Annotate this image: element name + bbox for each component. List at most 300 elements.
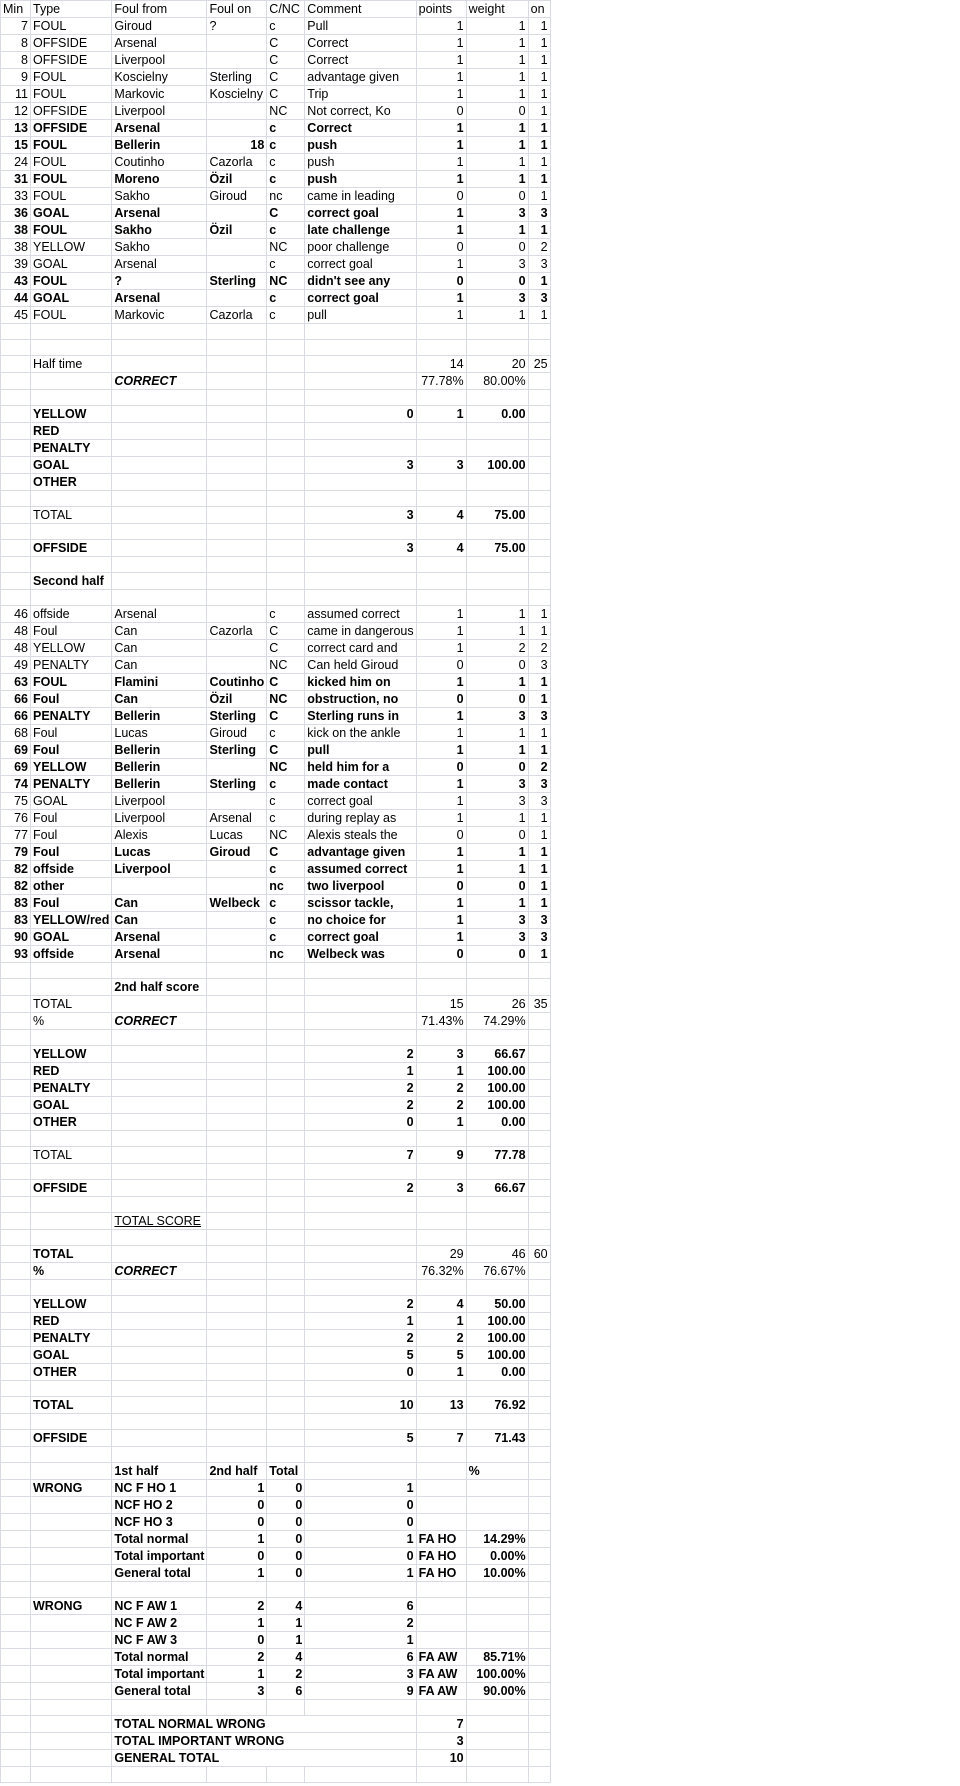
- cell-cnc[interactable]: [267, 340, 305, 356]
- cell-on[interactable]: [528, 1615, 550, 1632]
- cell-comment[interactable]: pull: [305, 742, 416, 759]
- cell-type[interactable]: [31, 1463, 112, 1480]
- cell-type[interactable]: PENALTY: [31, 1080, 112, 1097]
- cell-on[interactable]: [528, 1649, 550, 1666]
- cell-foul-from[interactable]: 1st half: [112, 1463, 207, 1480]
- cell-type[interactable]: offside: [31, 606, 112, 623]
- cell-min[interactable]: [1, 1716, 31, 1733]
- cell-cnc[interactable]: c: [267, 725, 305, 742]
- cell-type[interactable]: FOUL: [31, 188, 112, 205]
- cell-foul-from[interactable]: Sakho: [112, 239, 207, 256]
- cell-comment[interactable]: [305, 557, 416, 573]
- cell-comment[interactable]: assumed correct: [305, 606, 416, 623]
- cell-foul-from[interactable]: Arsenal: [112, 946, 207, 963]
- cell-min[interactable]: [1, 1447, 31, 1463]
- cell-cnc[interactable]: [267, 507, 305, 524]
- cell-on[interactable]: [528, 1131, 550, 1147]
- cell-comment[interactable]: 1: [305, 1531, 416, 1548]
- cell-points[interactable]: [416, 979, 466, 996]
- cell-points[interactable]: 1: [416, 742, 466, 759]
- cell-type[interactable]: [31, 1716, 112, 1733]
- cell-foul-on[interactable]: 18: [207, 137, 267, 154]
- cell-foul-from[interactable]: Liverpool: [112, 861, 207, 878]
- cell-weight[interactable]: [466, 1230, 528, 1246]
- cell-min[interactable]: 90: [1, 929, 31, 946]
- cell-foul-from[interactable]: GENERAL TOTAL: [112, 1750, 416, 1767]
- cell-foul-on[interactable]: [207, 1246, 267, 1263]
- cell-on[interactable]: 1: [528, 742, 550, 759]
- cell-type[interactable]: TOTAL: [31, 507, 112, 524]
- cell-comment[interactable]: 3: [305, 540, 416, 557]
- cell-foul-on[interactable]: [207, 606, 267, 623]
- cell-foul-on[interactable]: [207, 120, 267, 137]
- cell-on[interactable]: 3: [528, 776, 550, 793]
- cell-points[interactable]: 1: [416, 810, 466, 827]
- cell-on[interactable]: [528, 979, 550, 996]
- cell-points[interactable]: [416, 573, 466, 590]
- cell-cnc[interactable]: C: [267, 205, 305, 222]
- cell-type[interactable]: YELLOW: [31, 406, 112, 423]
- cell-min[interactable]: [1, 557, 31, 573]
- cell-comment[interactable]: [305, 1280, 416, 1296]
- cell-type[interactable]: OFFSIDE: [31, 1180, 112, 1197]
- cell-type[interactable]: GOAL: [31, 205, 112, 222]
- cell-points[interactable]: 76.32%: [416, 1263, 466, 1280]
- cell-min[interactable]: 66: [1, 691, 31, 708]
- cell-points[interactable]: 1: [416, 52, 466, 69]
- cell-points[interactable]: [416, 1213, 466, 1230]
- cell-type[interactable]: TOTAL: [31, 1147, 112, 1164]
- cell-on[interactable]: [528, 1263, 550, 1280]
- cell-foul-on[interactable]: [207, 1197, 267, 1213]
- cell-points[interactable]: [416, 474, 466, 491]
- cell-foul-from[interactable]: TOTAL SCORE: [112, 1213, 207, 1230]
- cell-cnc[interactable]: [267, 491, 305, 507]
- cell-points[interactable]: 0: [416, 657, 466, 674]
- cell-comment[interactable]: came in leading: [305, 188, 416, 205]
- cell-on[interactable]: [528, 1013, 550, 1030]
- cell-weight[interactable]: 0: [466, 103, 528, 120]
- cell-foul-from[interactable]: Arsenal: [112, 205, 207, 222]
- cell-on[interactable]: [528, 1197, 550, 1213]
- cell-on[interactable]: 1: [528, 623, 550, 640]
- cell-foul-on[interactable]: Giroud: [207, 725, 267, 742]
- cell-min[interactable]: 8: [1, 35, 31, 52]
- cell-foul-on[interactable]: 0: [207, 1632, 267, 1649]
- cell-type[interactable]: FOUL: [31, 307, 112, 324]
- cell-type[interactable]: GOAL: [31, 290, 112, 307]
- cell-foul-from[interactable]: Liverpool: [112, 103, 207, 120]
- cell-on[interactable]: 1: [528, 827, 550, 844]
- cell-foul-from[interactable]: [112, 1296, 207, 1313]
- cell-weight[interactable]: 3: [466, 256, 528, 273]
- cell-comment[interactable]: [305, 1414, 416, 1430]
- cell-foul-on[interactable]: [207, 963, 267, 979]
- cell-min[interactable]: [1, 1013, 31, 1030]
- cell-weight[interactable]: 1: [466, 222, 528, 239]
- cell-cnc[interactable]: nc: [267, 188, 305, 205]
- cell-comment[interactable]: [305, 474, 416, 491]
- cell-weight[interactable]: 2: [466, 640, 528, 657]
- cell-cnc[interactable]: [267, 1114, 305, 1131]
- cell-foul-on[interactable]: Özil: [207, 171, 267, 188]
- cell-foul-on[interactable]: Sterling: [207, 708, 267, 725]
- cell-min[interactable]: 66: [1, 708, 31, 725]
- cell-foul-on[interactable]: [207, 1097, 267, 1114]
- cell-on[interactable]: [528, 1430, 550, 1447]
- cell-on[interactable]: 1: [528, 861, 550, 878]
- cell-foul-on[interactable]: [207, 1280, 267, 1296]
- cell-cnc[interactable]: NC: [267, 657, 305, 674]
- cell-comment[interactable]: [305, 1013, 416, 1030]
- cell-weight[interactable]: [466, 1514, 528, 1531]
- cell-cnc[interactable]: [267, 1381, 305, 1397]
- cell-foul-from[interactable]: Total important: [112, 1548, 207, 1565]
- cell-cnc[interactable]: [267, 1414, 305, 1430]
- cell-foul-from[interactable]: [112, 1046, 207, 1063]
- cell-on[interactable]: 60: [528, 1246, 550, 1263]
- cell-cnc[interactable]: [267, 1330, 305, 1347]
- cell-foul-from[interactable]: [112, 457, 207, 474]
- cell-type[interactable]: FOUL: [31, 273, 112, 290]
- cell-type[interactable]: [31, 1615, 112, 1632]
- cell-weight[interactable]: [466, 1414, 528, 1430]
- cell-foul-on[interactable]: Sterling: [207, 742, 267, 759]
- cell-on[interactable]: 1: [528, 273, 550, 290]
- cell-on[interactable]: 1: [528, 86, 550, 103]
- cell-type[interactable]: GOAL: [31, 457, 112, 474]
- cell-on[interactable]: [528, 1230, 550, 1246]
- cell-on[interactable]: 35: [528, 996, 550, 1013]
- cell-foul-from[interactable]: [112, 996, 207, 1013]
- cell-type[interactable]: [31, 1750, 112, 1767]
- cell-weight[interactable]: 0.00: [466, 1114, 528, 1131]
- cell-points[interactable]: [416, 1700, 466, 1716]
- cell-cnc[interactable]: [267, 963, 305, 979]
- cell-cnc[interactable]: [267, 1246, 305, 1263]
- cell-on[interactable]: [528, 324, 550, 340]
- cell-foul-on[interactable]: 1: [207, 1666, 267, 1683]
- cell-min[interactable]: 9: [1, 69, 31, 86]
- cell-comment[interactable]: 6: [305, 1649, 416, 1666]
- cell-type[interactable]: WRONG: [31, 1480, 112, 1497]
- cell-on[interactable]: [528, 340, 550, 356]
- cell-comment[interactable]: kicked him on: [305, 674, 416, 691]
- cell-weight[interactable]: [466, 524, 528, 540]
- cell-points[interactable]: 3: [416, 1733, 466, 1750]
- cell-weight[interactable]: [466, 491, 528, 507]
- cell-weight[interactable]: 20: [466, 356, 528, 373]
- cell-points[interactable]: 1: [416, 793, 466, 810]
- cell-points[interactable]: 1: [416, 1313, 466, 1330]
- cell-weight[interactable]: 77.78: [466, 1147, 528, 1164]
- cell-points[interactable]: 1: [416, 290, 466, 307]
- cell-cnc[interactable]: C: [267, 623, 305, 640]
- cell-foul-on[interactable]: [207, 1063, 267, 1080]
- cell-foul-on[interactable]: Özil: [207, 691, 267, 708]
- cell-foul-from[interactable]: [112, 878, 207, 895]
- cell-cnc[interactable]: c: [267, 929, 305, 946]
- cell-points[interactable]: 0: [416, 103, 466, 120]
- cell-cnc[interactable]: [267, 540, 305, 557]
- cell-weight[interactable]: 1: [466, 623, 528, 640]
- cell-weight[interactable]: [466, 1598, 528, 1615]
- cell-min[interactable]: Min: [1, 1, 31, 18]
- cell-on[interactable]: 3: [528, 929, 550, 946]
- cell-points[interactable]: 77.78%: [416, 373, 466, 390]
- cell-on[interactable]: 3: [528, 912, 550, 929]
- cell-type[interactable]: Foul: [31, 725, 112, 742]
- cell-weight[interactable]: [466, 324, 528, 340]
- cell-type[interactable]: [31, 590, 112, 606]
- cell-weight[interactable]: [466, 1497, 528, 1514]
- cell-cnc[interactable]: [267, 1767, 305, 1783]
- cell-foul-on[interactable]: [207, 878, 267, 895]
- cell-on[interactable]: [528, 1548, 550, 1565]
- cell-cnc[interactable]: [267, 1280, 305, 1296]
- cell-comment[interactable]: pull: [305, 307, 416, 324]
- cell-on[interactable]: 1: [528, 674, 550, 691]
- cell-cnc[interactable]: 1: [267, 1632, 305, 1649]
- cell-cnc[interactable]: C: [267, 35, 305, 52]
- cell-type[interactable]: [31, 1230, 112, 1246]
- cell-foul-on[interactable]: [207, 1430, 267, 1447]
- cell-type[interactable]: YELLOW: [31, 1046, 112, 1063]
- cell-weight[interactable]: 76.92: [466, 1397, 528, 1414]
- cell-foul-on[interactable]: [207, 256, 267, 273]
- cell-cnc[interactable]: [267, 996, 305, 1013]
- cell-cnc[interactable]: c: [267, 137, 305, 154]
- cell-cnc[interactable]: [267, 557, 305, 573]
- cell-on[interactable]: [528, 1313, 550, 1330]
- cell-points[interactable]: 1: [416, 35, 466, 52]
- cell-on[interactable]: 2: [528, 640, 550, 657]
- cell-type[interactable]: OFFSIDE: [31, 103, 112, 120]
- cell-type[interactable]: [31, 1030, 112, 1046]
- cell-min[interactable]: 15: [1, 137, 31, 154]
- cell-on[interactable]: [528, 963, 550, 979]
- cell-weight[interactable]: [466, 590, 528, 606]
- cell-comment[interactable]: 2: [305, 1615, 416, 1632]
- cell-weight[interactable]: 66.67: [466, 1180, 528, 1197]
- cell-weight[interactable]: [466, 474, 528, 491]
- cell-type[interactable]: YELLOW: [31, 640, 112, 657]
- cell-min[interactable]: [1, 1397, 31, 1414]
- cell-points[interactable]: 1: [416, 1063, 466, 1080]
- cell-min[interactable]: [1, 1649, 31, 1666]
- cell-on[interactable]: [528, 524, 550, 540]
- cell-comment[interactable]: 2: [305, 1046, 416, 1063]
- cell-comment[interactable]: 9: [305, 1683, 416, 1700]
- cell-min[interactable]: [1, 1246, 31, 1263]
- cell-on[interactable]: [528, 1716, 550, 1733]
- cell-weight[interactable]: 1: [466, 307, 528, 324]
- cell-comment[interactable]: 6: [305, 1598, 416, 1615]
- cell-on[interactable]: on: [528, 1, 550, 18]
- cell-type[interactable]: TOTAL: [31, 996, 112, 1013]
- cell-weight[interactable]: [466, 1280, 528, 1296]
- cell-foul-from[interactable]: Markovic: [112, 86, 207, 103]
- cell-min[interactable]: 63: [1, 674, 31, 691]
- cell-comment[interactable]: [305, 1131, 416, 1147]
- cell-min[interactable]: [1, 373, 31, 390]
- cell-min[interactable]: [1, 1565, 31, 1582]
- cell-foul-on[interactable]: 0: [207, 1514, 267, 1531]
- cell-points[interactable]: 0: [416, 827, 466, 844]
- cell-points[interactable]: 1: [416, 674, 466, 691]
- cell-min[interactable]: [1, 1700, 31, 1716]
- cell-type[interactable]: FOUL: [31, 18, 112, 35]
- cell-on[interactable]: [528, 1514, 550, 1531]
- cell-foul-on[interactable]: [207, 640, 267, 657]
- cell-weight[interactable]: [466, 1582, 528, 1598]
- cell-points[interactable]: 3: [416, 1180, 466, 1197]
- cell-weight[interactable]: 3: [466, 708, 528, 725]
- cell-comment[interactable]: correct goal: [305, 205, 416, 222]
- cell-points[interactable]: [416, 1381, 466, 1397]
- cell-min[interactable]: 13: [1, 120, 31, 137]
- cell-weight[interactable]: 10.00%: [466, 1565, 528, 1582]
- cell-on[interactable]: [528, 1364, 550, 1381]
- cell-weight[interactable]: 1: [466, 35, 528, 52]
- cell-weight[interactable]: 1: [466, 725, 528, 742]
- cell-min[interactable]: 69: [1, 759, 31, 776]
- cell-type[interactable]: [31, 1733, 112, 1750]
- cell-on[interactable]: [528, 1147, 550, 1164]
- cell-on[interactable]: 3: [528, 657, 550, 674]
- cell-type[interactable]: [31, 1447, 112, 1463]
- cell-type[interactable]: other: [31, 878, 112, 895]
- cell-comment[interactable]: [305, 1381, 416, 1397]
- cell-type[interactable]: WRONG: [31, 1598, 112, 1615]
- cell-foul-from[interactable]: [112, 1582, 207, 1598]
- cell-on[interactable]: 1: [528, 691, 550, 708]
- cell-comment[interactable]: 3: [305, 457, 416, 474]
- cell-foul-on[interactable]: Sterling: [207, 273, 267, 290]
- cell-cnc[interactable]: [267, 524, 305, 540]
- cell-points[interactable]: 1: [416, 1114, 466, 1131]
- cell-foul-from[interactable]: ?: [112, 273, 207, 290]
- cell-comment[interactable]: Sterling runs in: [305, 708, 416, 725]
- cell-foul-from[interactable]: General total: [112, 1683, 207, 1700]
- cell-foul-on[interactable]: [207, 1213, 267, 1230]
- cell-min[interactable]: [1, 1615, 31, 1632]
- cell-foul-from[interactable]: [112, 524, 207, 540]
- cell-cnc[interactable]: nc: [267, 946, 305, 963]
- cell-weight[interactable]: [466, 390, 528, 406]
- cell-weight[interactable]: [466, 1030, 528, 1046]
- cell-weight[interactable]: 90.00%: [466, 1683, 528, 1700]
- cell-type[interactable]: [31, 557, 112, 573]
- cell-type[interactable]: FOUL: [31, 69, 112, 86]
- cell-min[interactable]: [1, 1296, 31, 1313]
- cell-foul-from[interactable]: Bellerin: [112, 776, 207, 793]
- cell-type[interactable]: Second half: [31, 573, 112, 590]
- cell-min[interactable]: [1, 1632, 31, 1649]
- cell-foul-on[interactable]: [207, 1230, 267, 1246]
- cell-type[interactable]: FOUL: [31, 222, 112, 239]
- cell-cnc[interactable]: c: [267, 861, 305, 878]
- cell-weight[interactable]: 26: [466, 996, 528, 1013]
- cell-points[interactable]: 1: [416, 69, 466, 86]
- cell-foul-on[interactable]: [207, 1263, 267, 1280]
- cell-foul-on[interactable]: [207, 1447, 267, 1463]
- cell-type[interactable]: [31, 390, 112, 406]
- cell-weight[interactable]: 0: [466, 878, 528, 895]
- cell-type[interactable]: TOTAL: [31, 1246, 112, 1263]
- cell-min[interactable]: [1, 524, 31, 540]
- cell-min[interactable]: [1, 1364, 31, 1381]
- cell-on[interactable]: 1: [528, 188, 550, 205]
- cell-weight[interactable]: 0: [466, 946, 528, 963]
- cell-type[interactable]: Foul: [31, 827, 112, 844]
- cell-points[interactable]: 4: [416, 507, 466, 524]
- cell-foul-from[interactable]: Arsenal: [112, 256, 207, 273]
- cell-comment[interactable]: correct goal: [305, 793, 416, 810]
- cell-foul-on[interactable]: Giroud: [207, 844, 267, 861]
- cell-foul-on[interactable]: [207, 239, 267, 256]
- cell-foul-on[interactable]: [207, 590, 267, 606]
- cell-points[interactable]: 1: [416, 256, 466, 273]
- cell-points[interactable]: 4: [416, 540, 466, 557]
- cell-min[interactable]: 82: [1, 878, 31, 895]
- cell-foul-on[interactable]: Özil: [207, 222, 267, 239]
- cell-foul-from[interactable]: [112, 1414, 207, 1430]
- cell-weight[interactable]: 1: [466, 742, 528, 759]
- cell-weight[interactable]: 1: [466, 861, 528, 878]
- cell-min[interactable]: [1, 1313, 31, 1330]
- cell-min[interactable]: 43: [1, 273, 31, 290]
- cell-points[interactable]: 1: [416, 137, 466, 154]
- cell-weight[interactable]: 3: [466, 776, 528, 793]
- cell-comment[interactable]: Correct: [305, 35, 416, 52]
- cell-foul-from[interactable]: Can: [112, 912, 207, 929]
- cell-cnc[interactable]: c: [267, 810, 305, 827]
- cell-comment[interactable]: [305, 340, 416, 356]
- cell-foul-on[interactable]: [207, 759, 267, 776]
- cell-type[interactable]: offside: [31, 946, 112, 963]
- cell-points[interactable]: [416, 440, 466, 457]
- cell-foul-from[interactable]: Koscielny: [112, 69, 207, 86]
- cell-foul-from[interactable]: [112, 1313, 207, 1330]
- cell-type[interactable]: PENALTY: [31, 776, 112, 793]
- cell-comment[interactable]: late challenge: [305, 222, 416, 239]
- cell-points[interactable]: 14: [416, 356, 466, 373]
- cell-weight[interactable]: [466, 1632, 528, 1649]
- cell-weight[interactable]: [466, 423, 528, 440]
- cell-points[interactable]: 1: [416, 929, 466, 946]
- cell-foul-from[interactable]: Moreno: [112, 171, 207, 188]
- cell-weight[interactable]: [466, 1381, 528, 1397]
- cell-min[interactable]: 38: [1, 222, 31, 239]
- cell-comment[interactable]: came in dangerous: [305, 623, 416, 640]
- cell-min[interactable]: [1, 1097, 31, 1114]
- cell-foul-from[interactable]: [112, 1767, 207, 1783]
- cell-min[interactable]: 82: [1, 861, 31, 878]
- cell-min[interactable]: [1, 1030, 31, 1046]
- cell-weight[interactable]: 1: [466, 674, 528, 691]
- cell-comment[interactable]: Correct: [305, 120, 416, 137]
- cell-comment[interactable]: two liverpool: [305, 878, 416, 895]
- cell-comment[interactable]: no choice for: [305, 912, 416, 929]
- cell-foul-from[interactable]: [112, 1097, 207, 1114]
- cell-on[interactable]: [528, 440, 550, 457]
- cell-comment[interactable]: 5: [305, 1347, 416, 1364]
- cell-cnc[interactable]: [267, 1582, 305, 1598]
- cell-points[interactable]: 1: [416, 406, 466, 423]
- cell-on[interactable]: [528, 1480, 550, 1497]
- cell-points[interactable]: 2: [416, 1080, 466, 1097]
